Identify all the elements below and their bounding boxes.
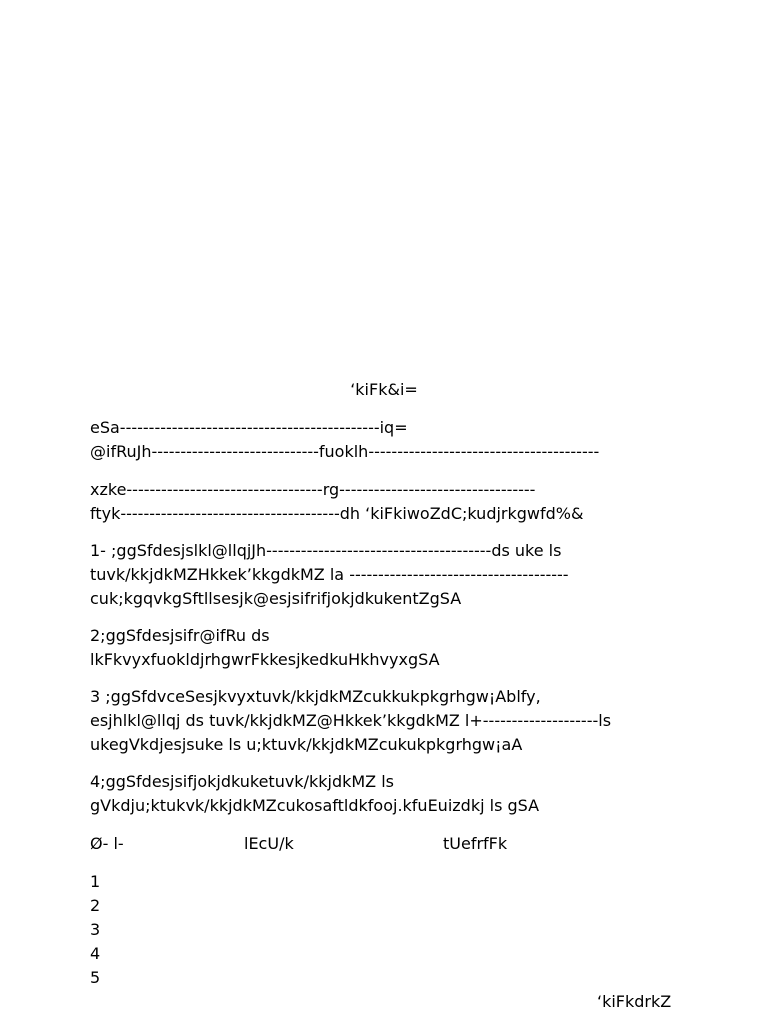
clause-line: 2;ggSfdesjsifr@ifRu ds (90, 626, 270, 645)
clause-line: gVkdju;ktukvk/kkjdkMZcukosaftldkfooj.kfuEuizdkj ls gSA (90, 796, 540, 815)
table-header-birthdate: tUefrfFk (443, 834, 508, 853)
table-row: 1 (90, 872, 101, 891)
signature-label: ‘kiFkdrkZ (597, 992, 672, 1011)
clause-line: 1- ;ggSfdesjslkl@llqjJh---------------------------------------ds uke ls (90, 541, 562, 560)
table-header-relation: lEcU/k (244, 834, 294, 853)
table-row: 2 (90, 896, 101, 915)
table-row: 4 (90, 944, 101, 963)
header-line: xzke----------------------------------rg---------------------------------- (90, 480, 536, 499)
header-line: eSa---------------------------------------------iq= (90, 418, 408, 437)
table-row: 5 (90, 968, 101, 987)
clause-line: tuvk/kkjdkMZHkkek’kkgdkMZ la -------------------------------------- (90, 565, 569, 584)
clause-line: ukegVkdjesjsuke ls u;ktuvk/kkjdkMZcukukpkgrhgw¡aA (90, 735, 523, 754)
header-line: @ifRuJh-----------------------------fuoklh---------------------------------------- (90, 442, 600, 461)
table-row: 3 (90, 920, 101, 939)
clause-line: lkFkvyxfuokldjrhgwrFkkesjkedkuHkhvyxgSA (90, 650, 440, 669)
clause-line: esjhlkl@llqj ds tuvk/kkjdkMZ@Hkkek’kkgdkMZ l+--------------------ls (90, 711, 612, 730)
header-line: ftyk--------------------------------------dh ‘kiFkiwoZdC;kudjrkgwfd%& (90, 504, 584, 523)
clause-line: cuk;kgqvkgSftllsesjk@esjsifrifjokjdkukentZgSA (90, 589, 462, 608)
clause-line: 3 ;ggSfdvceSesjkvyxtuvk/kkjdkMZcukkukpkgrhgw¡Ablfy, (90, 687, 541, 706)
table-header-serial: Ø- l- (90, 834, 124, 853)
document-title: ‘kiFk&i= (350, 380, 418, 399)
clause-line: 4;ggSfdesjsifjokjdkuketuvk/kkjdkMZ ls (90, 772, 394, 791)
